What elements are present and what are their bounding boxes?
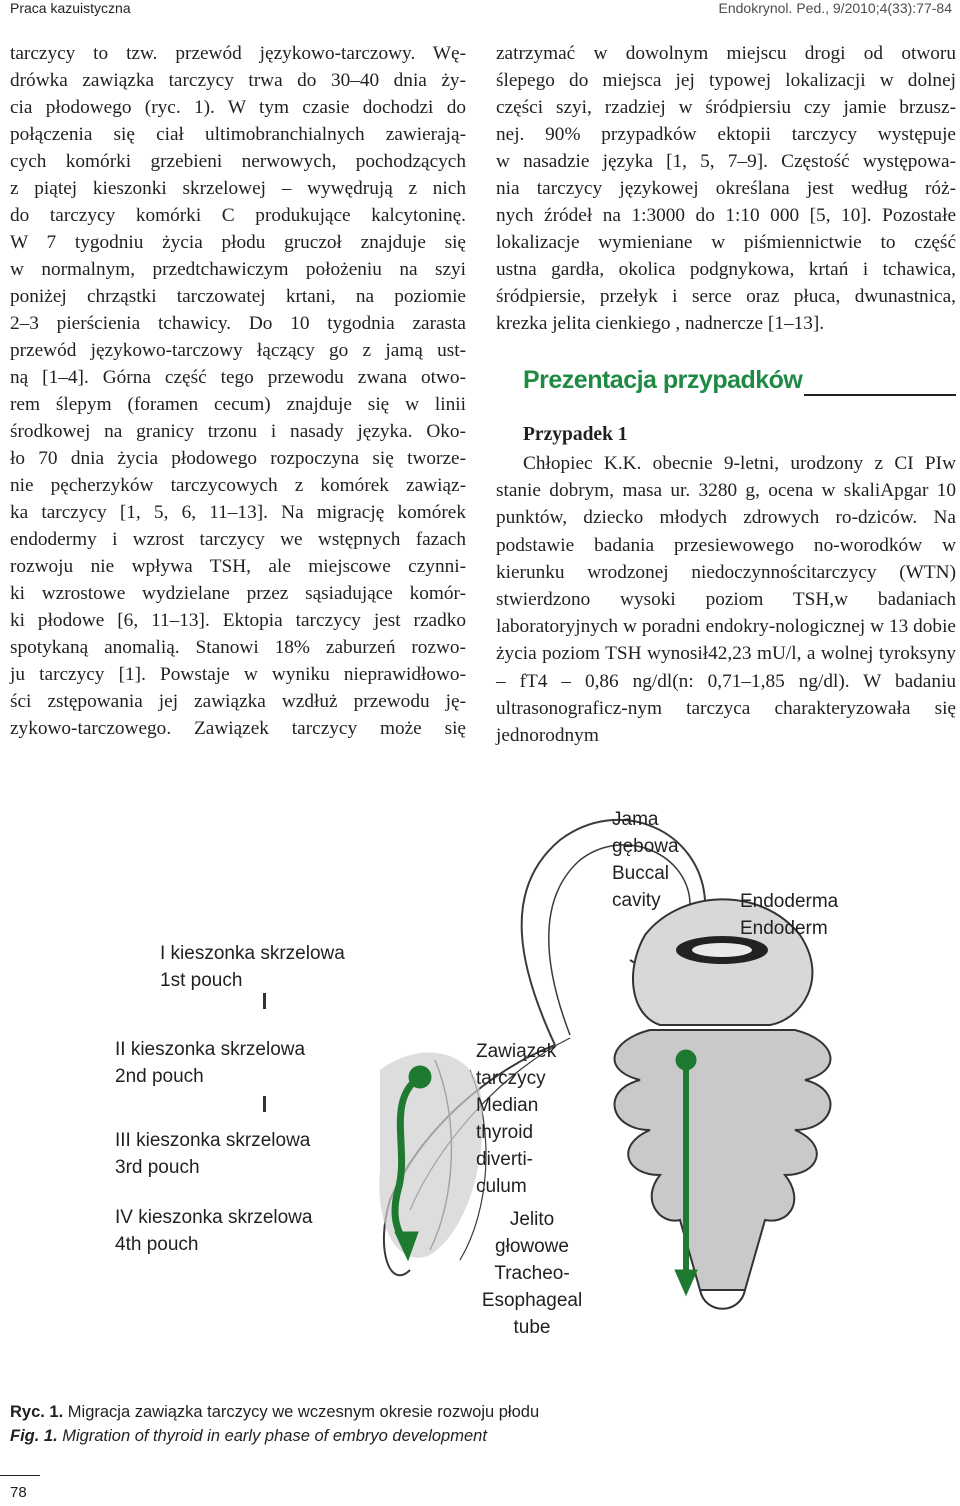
text-line: ną [1–4]. Górna część tego przewodu zwana otwo- — [10, 367, 466, 388]
text-line: krezka jelita cienkiego , nadnercze [1–13]. — [496, 313, 825, 334]
running-header — [0, 0, 960, 24]
text-line: rozwoju nie wpływa TSH, ale miejscowe czynni- — [10, 556, 466, 577]
text-line: w badaniach laboratoryjnych w poradni endokry- — [496, 589, 956, 638]
text-line: przewód językowo-tarczowy łączący go z jamą ust- — [10, 340, 466, 361]
text-line: w stanie dobrym, masa ur. 3280 g, ocena w skali — [496, 453, 956, 502]
text-line: rem ślepym (foramen cecum) znajduje się w linii — [10, 394, 466, 415]
text-line: do tarczycy komórki C produkujące kalcytoninę. — [10, 205, 466, 226]
text-line: zatrzymać w dowolnym miejscu drogi od otworu — [496, 43, 956, 64]
left-column-text — [10, 40, 466, 742]
text-line: nej. 90% przypadków ektopii tarczycy występuje — [496, 124, 956, 145]
article-type: Praca kazuistyczna — [10, 0, 131, 16]
text-line: dziców. Na podstawie badania przesiewowego no- — [496, 507, 956, 556]
text-line: 2–3 pierścienia tchawicy. Do 10 tygodnia zarasta — [10, 313, 466, 334]
label-pouch-4: IV kieszonka skrzelowa 4th pouch — [115, 1207, 313, 1255]
text-line: ści zstępowania jej zawiązka wzdłuż przewodu ję- — [10, 691, 466, 712]
text-line: nym tarczyca charakteryzowała się jednorodnym — [496, 697, 956, 747]
text-line: połączenia się ciał ultimobranchialnych zawierają- — [10, 124, 466, 145]
label-tracheo-esophageal-tube: Jelito głowowe Tracheo- Esophageal tube — [481, 1209, 583, 1338]
text-line: 42,23 mU/l, a wolnej tyroksyny – fT4 – 0,86 ng/dl — [496, 643, 957, 692]
text-line: ustna gardła, okolica podgnykowa, krtań i tchawica, — [496, 259, 956, 280]
page-number: 78 — [10, 1484, 27, 1501]
text-line: worodków w kierunku wrodzonej niedoczynności — [496, 534, 956, 583]
text-line: śródpiersie, przełyk i serce oraz płuca, dwunastnica, — [496, 286, 956, 307]
text-line: w normalnym, przedtchawiczym położeniu na szyi — [10, 259, 466, 280]
case-body-text — [496, 450, 956, 749]
text-line: ka tarczycy [1, 5, 6, 11–13]. Na migrację komórek — [10, 502, 466, 523]
text-line: ło 70 dnia życia płodowego rozpoczyna się tworze- — [10, 448, 466, 469]
text-line: tarczycy to tzw. przewód językowo-tarczowy. Wę- — [10, 43, 466, 64]
case-heading: Przypadek 1 — [523, 424, 628, 445]
text-line: drówka zawiązka tarczycy trwa do 30–40 dnia ży- — [10, 70, 466, 91]
footer-rule — [0, 1475, 40, 1476]
section-title-rule — [804, 394, 956, 396]
figure-caption — [10, 1400, 539, 1448]
label-pouch-3: III kieszonka skrzelowa 3rd pouch — [115, 1130, 311, 1178]
label-pouch-1: I kieszonka skrzelowa 1st pouch — [160, 943, 345, 991]
text-line: nych źródeł na 1:3000 do 1:10 000 [5, 10]. Pozostałe — [496, 205, 956, 226]
text-line: ki wzrostowe wydzielane przez sąsiadujące komór- — [10, 583, 466, 604]
section-title: Prezentacja przypadków — [523, 366, 803, 394]
text-line: w nasadzie języka [1, 5, 7–9]. Częstość występowa- — [496, 151, 956, 172]
text-line: (n: 0,71–1,85 ng/dl). W badaniu ultrasonograficz- — [496, 670, 956, 719]
text-line: Apgar 10 punktów, dziecko młodych zdrowych ro- — [496, 480, 957, 529]
right-column-text — [496, 40, 956, 337]
caption-english: Fig. 1. Migration of thyroid in early phase of embryo development — [10, 1427, 487, 1445]
text-line: W 7 tygodniu życia płodu gruczoł znajduje się — [10, 232, 466, 253]
text-line: tarczycy (WTN) stwierdzono wysoki poziom TSH, — [496, 561, 956, 611]
text-line: części szyi, rzadziej w śródpiersiu czy jamie brzusz- — [496, 97, 956, 118]
text-line: cych komórki grzebieni nerwowych, pochodzących — [10, 151, 466, 172]
text-line: spotykaną anomalią. Stanowi 18% zaburzeń rozwo- — [10, 637, 466, 658]
label-pouch-2: II kieszonka skrzelowa 2nd pouch — [115, 1039, 306, 1087]
text-line: nia tarczycy językowej określana jest według róż- — [496, 178, 956, 199]
text-line: ju tarczycy [1]. Powstaje w wyniku nieprawidłowo- — [10, 664, 466, 685]
text-line: środkowej na granicy trzonu i nasady języka. Oko- — [10, 421, 466, 442]
text-line: z piątej kieszonki skrzelowej – wywędrują z nich — [10, 178, 466, 199]
text-line: lokalizacje wymieniane w piśmiennictwie to część — [496, 232, 956, 253]
label-thyroid-diverticulum: Zawiązek tarczycy Median thyroid diverti- culum — [476, 1041, 557, 1197]
text-line: nie pęcherzyków tarczycowych z komórek zawiąz- — [10, 475, 466, 496]
figure-embryo-diagram — [0, 770, 960, 1390]
text-line: nologicznej w 13 dobie życia poziom TSH wynosił — [496, 616, 956, 665]
text-line: endodermy i wzrost tarczycy we wstępnych fazach — [10, 529, 466, 550]
text-line: Chłopiec K.K. obecnie 9-letni, urodzony z CI PI — [523, 453, 943, 474]
embryo-front-view — [615, 899, 831, 1308]
text-line: poniżej chrząstki tarczowatej krtani, na poziomie — [10, 286, 466, 307]
text-line: ki płodowe [6, 11–13]. Ektopia tarczycy jest rzadko — [10, 610, 466, 631]
label-buccal-cavity: Jama gębowa Buccal cavity — [612, 809, 679, 911]
journal-citation: Endokrynol. Ped., 9/2010;4(33):77-84 — [718, 0, 952, 16]
text-line: cia płodowego (ryc. 1). W tym czasie dochodzi do — [10, 97, 466, 118]
text-line: ślepego do miejsca jej typowej lokalizacji w dolnej — [496, 70, 956, 91]
label-endoderm: Endoderma Endoderm — [740, 891, 839, 939]
caption-polish: Ryc. 1. Migracja zawiązka tarczycy we wczesnym okresie rozwoju płodu — [10, 1403, 540, 1421]
text-line: zykowo-tarczowego. Zawiązek tarczycy może się — [10, 718, 466, 739]
